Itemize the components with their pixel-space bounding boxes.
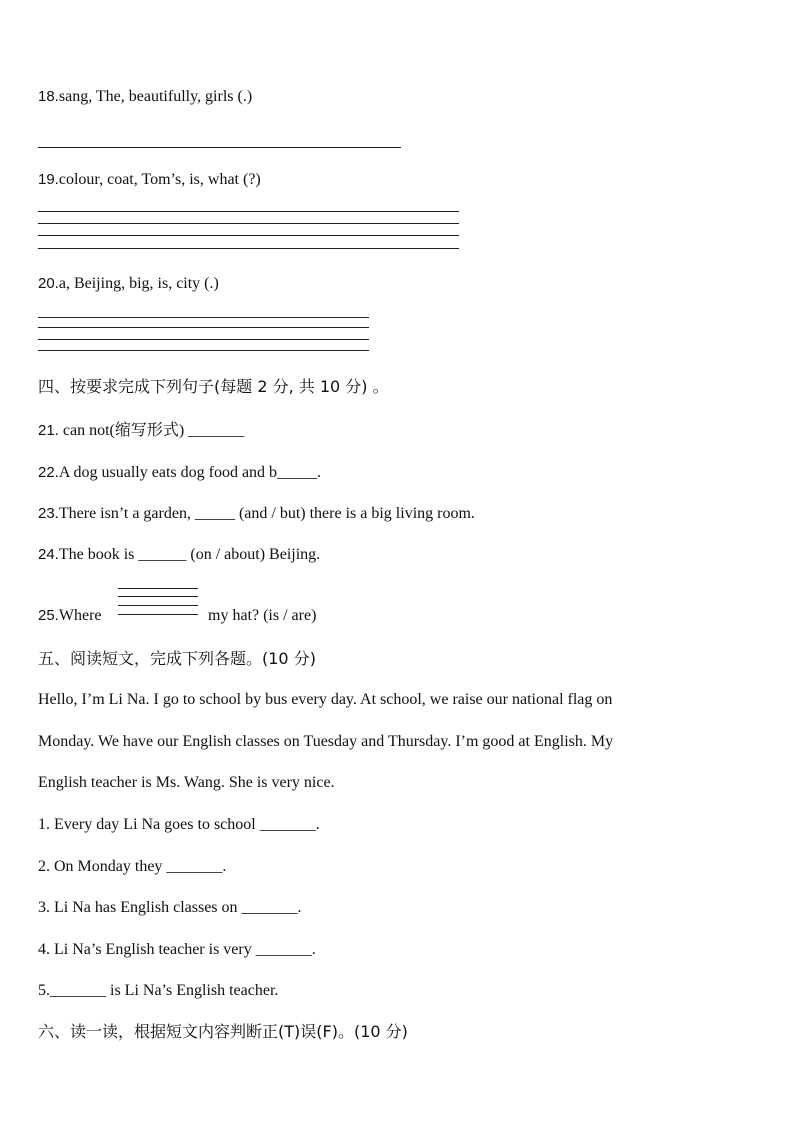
question-text: a, Beijing, big, is, city (.) [58,275,219,292]
question-19 [38,170,261,190]
passage-line: Monday. We have our English classes on Tuesday and Thursday. I’m good at English. My [38,733,614,750]
question-20 [38,274,219,294]
question-22 [38,463,321,483]
answer-line [118,588,198,589]
question-text: sang, The, beautifully, girls (.) [58,88,253,105]
question-text: can not(缩写形式) _______ [58,422,245,439]
question-number: 20. [38,275,59,292]
answer-line[interactable] [38,147,401,148]
answer-line[interactable] [38,223,459,224]
question-21 [38,421,244,441]
answer-line[interactable] [38,339,369,340]
question-text: colour, coat, Tom’s, is, what (?) [58,171,261,188]
answer-line[interactable] [38,350,369,351]
question-25-text-after: my hat? (is / are) [208,607,317,624]
question-text: A dog usually eats dog food and b_____. [58,464,322,481]
question-number: 19. [38,171,59,188]
question-number: 23. [38,505,59,522]
question-number: 18. [38,88,59,105]
question-number: 25. [38,607,59,624]
section-heading-part4: 四、按要求完成下列句子(每题 2 分, 共 10 分) 。 [38,377,389,396]
question-number: 21. [38,422,59,439]
question-23 [38,504,475,524]
section-heading-part6: 六、读一读，根据短文内容判断正(T)误(F)。(10 分) [38,1022,408,1041]
reading-question-5: 5._______ is Li Na’s English teacher. [38,982,279,999]
answer-line[interactable] [38,211,459,212]
reading-question-4: 4. Li Na’s English teacher is very _______. [38,941,316,958]
answer-line [118,605,198,606]
question-text-before: Where [58,607,102,624]
answer-line[interactable] [38,327,369,328]
passage-line: Hello, I’m Li Na. I go to school by bus every day. At school, we raise our national flag on [38,691,613,708]
reading-question-2: 2. On Monday they _______. [38,858,227,875]
answer-line [118,614,198,615]
question-number: 24. [38,546,59,563]
answer-line [118,596,198,597]
reading-question-1: 1. Every day Li Na goes to school _______. [38,816,320,833]
question-18 [38,87,252,107]
answer-line[interactable] [38,235,459,236]
question-24 [38,545,320,565]
question-text: There isn’t a garden, _____ (and / but) there is a big living room. [58,505,475,522]
answer-line[interactable] [38,317,369,318]
question-number: 22. [38,464,59,481]
answer-line[interactable] [38,248,459,249]
passage-line: English teacher is Ms. Wang. She is very nice. [38,774,335,791]
question-25 [38,606,102,626]
question-text: The book is ______ (on / about) Beijing. [58,546,321,563]
reading-question-3: 3. Li Na has English classes on _______. [38,899,302,916]
answer-blank-stack[interactable] [118,584,200,624]
section-heading-part5: 五、阅读短文，完成下列各题。(10 分) [38,649,316,668]
